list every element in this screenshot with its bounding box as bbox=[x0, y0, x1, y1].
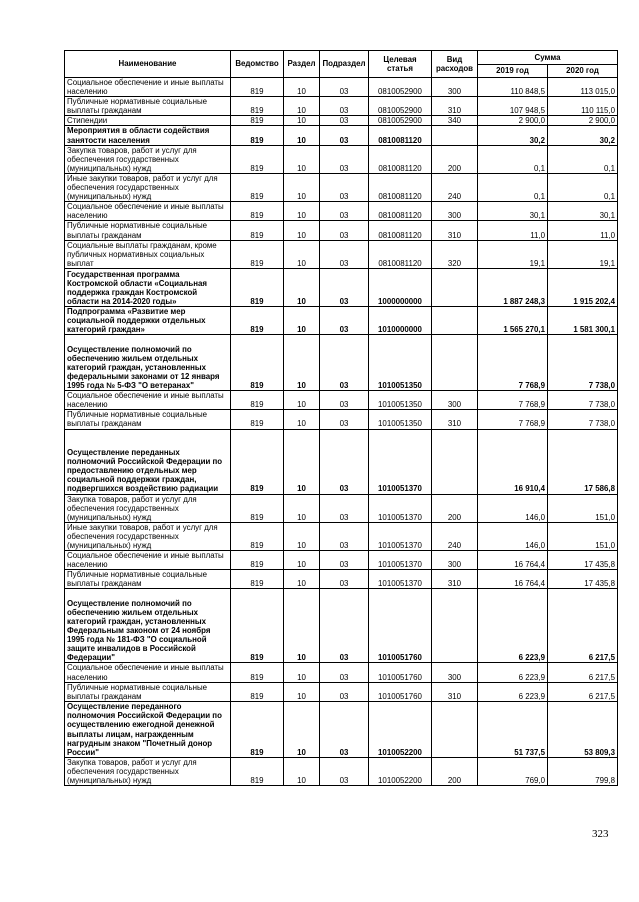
row-subsection: 03 bbox=[320, 145, 369, 173]
table-row bbox=[65, 589, 618, 663]
row-section: 10 bbox=[284, 570, 320, 589]
row-subsection: 03 bbox=[320, 570, 369, 589]
row-department: 819 bbox=[231, 306, 284, 334]
row-subsection: 03 bbox=[320, 221, 369, 240]
row-target: 1010000000 bbox=[369, 306, 432, 334]
row-target: 1010051370 bbox=[369, 429, 432, 494]
row-sum-2019: 30,2 bbox=[478, 126, 548, 145]
row-target: 0810081120 bbox=[369, 126, 432, 145]
row-department: 819 bbox=[231, 97, 284, 116]
row-sum-2019: 2 900,0 bbox=[478, 116, 548, 126]
row-department: 819 bbox=[231, 145, 284, 173]
row-section: 10 bbox=[284, 663, 320, 682]
row-section: 10 bbox=[284, 306, 320, 334]
table-row bbox=[65, 522, 618, 550]
row-department: 819 bbox=[231, 221, 284, 240]
row-subsection: 03 bbox=[320, 126, 369, 145]
row-sum-2020: 30,1 bbox=[548, 202, 618, 221]
row-sum-2019: 16 910,4 bbox=[478, 429, 548, 494]
row-target: 0810052900 bbox=[369, 78, 432, 97]
row-section: 10 bbox=[284, 97, 320, 116]
header-department: Ведомство bbox=[231, 51, 284, 78]
row-department: 819 bbox=[231, 551, 284, 570]
row-subsection: 03 bbox=[320, 202, 369, 221]
row-department: 819 bbox=[231, 335, 284, 391]
row-department: 819 bbox=[231, 701, 284, 757]
row-name: Осуществление переданных полномочий Российской Федерации по предоставлению отдельных мер социальной поддержки граждан, подвергшихся воздействию радиации bbox=[65, 429, 231, 494]
row-subsection: 03 bbox=[320, 551, 369, 570]
row-section: 10 bbox=[284, 126, 320, 145]
row-subsection: 03 bbox=[320, 391, 369, 410]
row-name: Государственная программа Костромской области «Социальная поддержка граждан Костромской области на 2014-2020 годы» bbox=[65, 268, 231, 306]
row-department: 819 bbox=[231, 663, 284, 682]
table-row bbox=[65, 97, 618, 116]
row-expense-type: 300 bbox=[432, 78, 478, 97]
table-row bbox=[65, 335, 618, 391]
row-target: 1010052200 bbox=[369, 757, 432, 785]
header-sum: Сумма bbox=[478, 51, 618, 65]
row-subsection: 03 bbox=[320, 97, 369, 116]
row-sum-2020: 2 900,0 bbox=[548, 116, 618, 126]
row-name: Публичные нормативные социальные выплаты гражданам bbox=[65, 570, 231, 589]
row-target: 0810052900 bbox=[369, 116, 432, 126]
row-department: 819 bbox=[231, 522, 284, 550]
row-expense-type: 310 bbox=[432, 570, 478, 589]
row-expense-type: 240 bbox=[432, 522, 478, 550]
row-expense-type: 200 bbox=[432, 757, 478, 785]
row-expense-type: 340 bbox=[432, 116, 478, 126]
row-section: 10 bbox=[284, 240, 320, 268]
row-sum-2020: 7 738,0 bbox=[548, 335, 618, 391]
row-section: 10 bbox=[284, 335, 320, 391]
row-name: Иные закупки товаров, работ и услуг для обеспечения государственных (муниципальных) нужд bbox=[65, 522, 231, 550]
row-sum-2019: 19,1 bbox=[478, 240, 548, 268]
row-department: 819 bbox=[231, 589, 284, 663]
row-expense-type: 310 bbox=[432, 97, 478, 116]
row-subsection: 03 bbox=[320, 701, 369, 757]
row-department: 819 bbox=[231, 757, 284, 785]
row-name: Публичные нормативные социальные выплаты гражданам bbox=[65, 682, 231, 701]
table-row bbox=[65, 268, 618, 306]
row-expense-type: 310 bbox=[432, 221, 478, 240]
row-sum-2019: 30,1 bbox=[478, 202, 548, 221]
row-section: 10 bbox=[284, 410, 320, 429]
row-sum-2020: 17 435,8 bbox=[548, 570, 618, 589]
row-target: 1010051370 bbox=[369, 522, 432, 550]
row-section: 10 bbox=[284, 116, 320, 126]
row-name: Мероприятия в области содействия занятости населения bbox=[65, 126, 231, 145]
row-section: 10 bbox=[284, 145, 320, 173]
row-expense-type bbox=[432, 306, 478, 334]
row-sum-2019: 51 737,5 bbox=[478, 701, 548, 757]
row-subsection: 03 bbox=[320, 240, 369, 268]
row-expense-type: 300 bbox=[432, 391, 478, 410]
table-row bbox=[65, 757, 618, 785]
row-subsection: 03 bbox=[320, 410, 369, 429]
row-name: Осуществление полномочий по обеспечению жильем отдельных категорий граждан, установленных федеральными законами от 12 января 1995 года № 5-ФЗ "О ветеранах" bbox=[65, 335, 231, 391]
row-target: 0810081120 bbox=[369, 202, 432, 221]
header-expense-type: Вид расходов bbox=[432, 51, 478, 78]
row-sum-2020: 6 217,5 bbox=[548, 589, 618, 663]
row-subsection: 03 bbox=[320, 335, 369, 391]
row-sum-2019: 769,0 bbox=[478, 757, 548, 785]
table-row bbox=[65, 551, 618, 570]
row-expense-type bbox=[432, 335, 478, 391]
row-subsection: 03 bbox=[320, 494, 369, 522]
row-section: 10 bbox=[284, 78, 320, 97]
row-sum-2020: 1 915 202,4 bbox=[548, 268, 618, 306]
row-sum-2019: 146,0 bbox=[478, 494, 548, 522]
row-name: Стипендии bbox=[65, 116, 231, 126]
row-sum-2020: 53 809,3 bbox=[548, 701, 618, 757]
row-sum-2020: 113 015,0 bbox=[548, 78, 618, 97]
table-row bbox=[65, 494, 618, 522]
row-sum-2020: 151,0 bbox=[548, 522, 618, 550]
row-name: Осуществление переданного полномочия Российской Федерации по осуществлению ежегодной денежной выплаты лицам, награжденным нагрудным знаком "Почетный донор России" bbox=[65, 701, 231, 757]
row-name: Социальное обеспечение и иные выплаты населению bbox=[65, 391, 231, 410]
header-name: Наименование bbox=[65, 51, 231, 78]
row-expense-type bbox=[432, 429, 478, 494]
row-sum-2019: 7 768,9 bbox=[478, 410, 548, 429]
header-section: Раздел bbox=[284, 51, 320, 78]
row-sum-2020: 799,8 bbox=[548, 757, 618, 785]
table-row bbox=[65, 429, 618, 494]
page-number: 323 bbox=[592, 828, 609, 840]
row-subsection: 03 bbox=[320, 429, 369, 494]
row-department: 819 bbox=[231, 202, 284, 221]
table-row bbox=[65, 410, 618, 429]
row-expense-type: 310 bbox=[432, 410, 478, 429]
row-name: Социальное обеспечение и иные выплаты населению bbox=[65, 663, 231, 682]
row-subsection: 03 bbox=[320, 116, 369, 126]
row-department: 819 bbox=[231, 494, 284, 522]
row-target: 1010051350 bbox=[369, 335, 432, 391]
row-name: Закупка товаров, работ и услуг для обеспечения государственных (муниципальных) нужд bbox=[65, 494, 231, 522]
row-expense-type: 300 bbox=[432, 663, 478, 682]
row-sum-2020: 19,1 bbox=[548, 240, 618, 268]
row-expense-type bbox=[432, 701, 478, 757]
row-section: 10 bbox=[284, 522, 320, 550]
table-row bbox=[65, 116, 618, 126]
row-target: 1010051370 bbox=[369, 570, 432, 589]
row-section: 10 bbox=[284, 757, 320, 785]
row-department: 819 bbox=[231, 240, 284, 268]
row-section: 10 bbox=[284, 173, 320, 201]
row-section: 10 bbox=[284, 268, 320, 306]
row-sum-2019: 6 223,9 bbox=[478, 663, 548, 682]
row-subsection: 03 bbox=[320, 682, 369, 701]
row-name: Подпрограмма «Развитие мер социальной поддержки отдельных категорий граждан» bbox=[65, 306, 231, 334]
row-target: 0810081120 bbox=[369, 145, 432, 173]
row-expense-type bbox=[432, 268, 478, 306]
row-subsection: 03 bbox=[320, 663, 369, 682]
table-row bbox=[65, 126, 618, 145]
row-department: 819 bbox=[231, 570, 284, 589]
row-department: 819 bbox=[231, 268, 284, 306]
row-section: 10 bbox=[284, 551, 320, 570]
row-department: 819 bbox=[231, 78, 284, 97]
table-row bbox=[65, 682, 618, 701]
row-sum-2019: 6 223,9 bbox=[478, 682, 548, 701]
row-target: 1010051370 bbox=[369, 551, 432, 570]
row-target: 1010052200 bbox=[369, 701, 432, 757]
budget-table bbox=[64, 50, 618, 786]
row-sum-2019: 0,1 bbox=[478, 173, 548, 201]
row-expense-type: 200 bbox=[432, 494, 478, 522]
row-name: Закупка товаров, работ и услуг для обеспечения государственных (муниципальных) нужд bbox=[65, 757, 231, 785]
row-name: Публичные нормативные социальные выплаты гражданам bbox=[65, 97, 231, 116]
row-department: 819 bbox=[231, 126, 284, 145]
row-sum-2020: 6 217,5 bbox=[548, 663, 618, 682]
row-sum-2019: 16 764,4 bbox=[478, 551, 548, 570]
row-expense-type: 300 bbox=[432, 551, 478, 570]
row-department: 819 bbox=[231, 173, 284, 201]
row-sum-2020: 151,0 bbox=[548, 494, 618, 522]
row-name: Социальные выплаты гражданам, кроме публичных нормативных социальных выплат bbox=[65, 240, 231, 268]
row-name: Осуществление полномочий по обеспечению жильем отдельных категорий граждан, установленных Федеральным законом от 24 ноября 1995 года № 181-ФЗ "О социальной защите инвалидов в Российской Федерации" bbox=[65, 589, 231, 663]
row-sum-2019: 1 887 248,3 bbox=[478, 268, 548, 306]
row-subsection: 03 bbox=[320, 268, 369, 306]
row-expense-type: 320 bbox=[432, 240, 478, 268]
row-subsection: 03 bbox=[320, 589, 369, 663]
row-sum-2020: 1 581 300,1 bbox=[548, 306, 618, 334]
table-row bbox=[65, 202, 618, 221]
row-name: Публичные нормативные социальные выплаты гражданам bbox=[65, 221, 231, 240]
row-target: 0810081120 bbox=[369, 173, 432, 201]
header-subsection: Подраздел bbox=[320, 51, 369, 78]
table-row bbox=[65, 173, 618, 201]
row-target: 1000000000 bbox=[369, 268, 432, 306]
row-sum-2019: 16 764,4 bbox=[478, 570, 548, 589]
row-target: 0810052900 bbox=[369, 97, 432, 116]
table-row bbox=[65, 570, 618, 589]
row-expense-type bbox=[432, 589, 478, 663]
row-section: 10 bbox=[284, 391, 320, 410]
row-expense-type: 240 bbox=[432, 173, 478, 201]
row-sum-2020: 7 738,0 bbox=[548, 391, 618, 410]
row-section: 10 bbox=[284, 701, 320, 757]
row-department: 819 bbox=[231, 682, 284, 701]
row-expense-type: 200 bbox=[432, 145, 478, 173]
row-department: 819 bbox=[231, 116, 284, 126]
row-sum-2019: 0,1 bbox=[478, 145, 548, 173]
row-sum-2019: 1 565 270,1 bbox=[478, 306, 548, 334]
row-sum-2019: 107 948,5 bbox=[478, 97, 548, 116]
row-section: 10 bbox=[284, 221, 320, 240]
row-target: 1010051370 bbox=[369, 494, 432, 522]
row-subsection: 03 bbox=[320, 757, 369, 785]
row-sum-2020: 17 586,8 bbox=[548, 429, 618, 494]
row-expense-type bbox=[432, 126, 478, 145]
row-target: 1010051760 bbox=[369, 663, 432, 682]
table-row bbox=[65, 306, 618, 334]
row-expense-type: 300 bbox=[432, 202, 478, 221]
row-name: Социальное обеспечение и иные выплаты населению bbox=[65, 202, 231, 221]
row-name: Социальное обеспечение и иные выплаты населению bbox=[65, 551, 231, 570]
header-row bbox=[65, 51, 618, 65]
row-section: 10 bbox=[284, 429, 320, 494]
table-row bbox=[65, 78, 618, 97]
row-subsection: 03 bbox=[320, 306, 369, 334]
row-name: Иные закупки товаров, работ и услуг для обеспечения государственных (муниципальных) нужд bbox=[65, 173, 231, 201]
table-row bbox=[65, 701, 618, 757]
row-target: 0810081120 bbox=[369, 240, 432, 268]
row-name: Публичные нормативные социальные выплаты гражданам bbox=[65, 410, 231, 429]
header-year-2020: 2020 год bbox=[548, 65, 618, 78]
row-subsection: 03 bbox=[320, 522, 369, 550]
row-sum-2019: 7 768,9 bbox=[478, 391, 548, 410]
row-department: 819 bbox=[231, 391, 284, 410]
row-section: 10 bbox=[284, 202, 320, 221]
row-target: 1010051350 bbox=[369, 410, 432, 429]
row-subsection: 03 bbox=[320, 173, 369, 201]
row-name: Социальное обеспечение и иные выплаты населению bbox=[65, 78, 231, 97]
row-target: 1010051760 bbox=[369, 589, 432, 663]
row-sum-2020: 17 435,8 bbox=[548, 551, 618, 570]
row-sum-2020: 6 217,5 bbox=[548, 682, 618, 701]
table-row bbox=[65, 221, 618, 240]
row-department: 819 bbox=[231, 429, 284, 494]
row-sum-2020: 0,1 bbox=[548, 173, 618, 201]
row-expense-type: 310 bbox=[432, 682, 478, 701]
row-sum-2020: 11,0 bbox=[548, 221, 618, 240]
table-row bbox=[65, 391, 618, 410]
row-sum-2020: 30,2 bbox=[548, 126, 618, 145]
row-section: 10 bbox=[284, 682, 320, 701]
row-department: 819 bbox=[231, 410, 284, 429]
row-sum-2020: 7 738,0 bbox=[548, 410, 618, 429]
row-sum-2019: 11,0 bbox=[478, 221, 548, 240]
table-row bbox=[65, 663, 618, 682]
row-section: 10 bbox=[284, 494, 320, 522]
header-target: Целевая статья bbox=[369, 51, 432, 78]
row-sum-2019: 6 223,9 bbox=[478, 589, 548, 663]
row-subsection: 03 bbox=[320, 78, 369, 97]
row-section: 10 bbox=[284, 589, 320, 663]
row-target: 1010051350 bbox=[369, 391, 432, 410]
row-sum-2020: 0,1 bbox=[548, 145, 618, 173]
row-sum-2020: 110 115,0 bbox=[548, 97, 618, 116]
row-sum-2019: 7 768,9 bbox=[478, 335, 548, 391]
table-row bbox=[65, 145, 618, 173]
table-row bbox=[65, 240, 618, 268]
row-target: 1010051760 bbox=[369, 682, 432, 701]
row-name: Закупка товаров, работ и услуг для обеспечения государственных (муниципальных) нужд bbox=[65, 145, 231, 173]
table-body bbox=[65, 78, 618, 786]
row-target: 0810081120 bbox=[369, 221, 432, 240]
row-sum-2019: 110 848,5 bbox=[478, 78, 548, 97]
header-year-2019: 2019 год bbox=[478, 65, 548, 78]
row-sum-2019: 146,0 bbox=[478, 522, 548, 550]
